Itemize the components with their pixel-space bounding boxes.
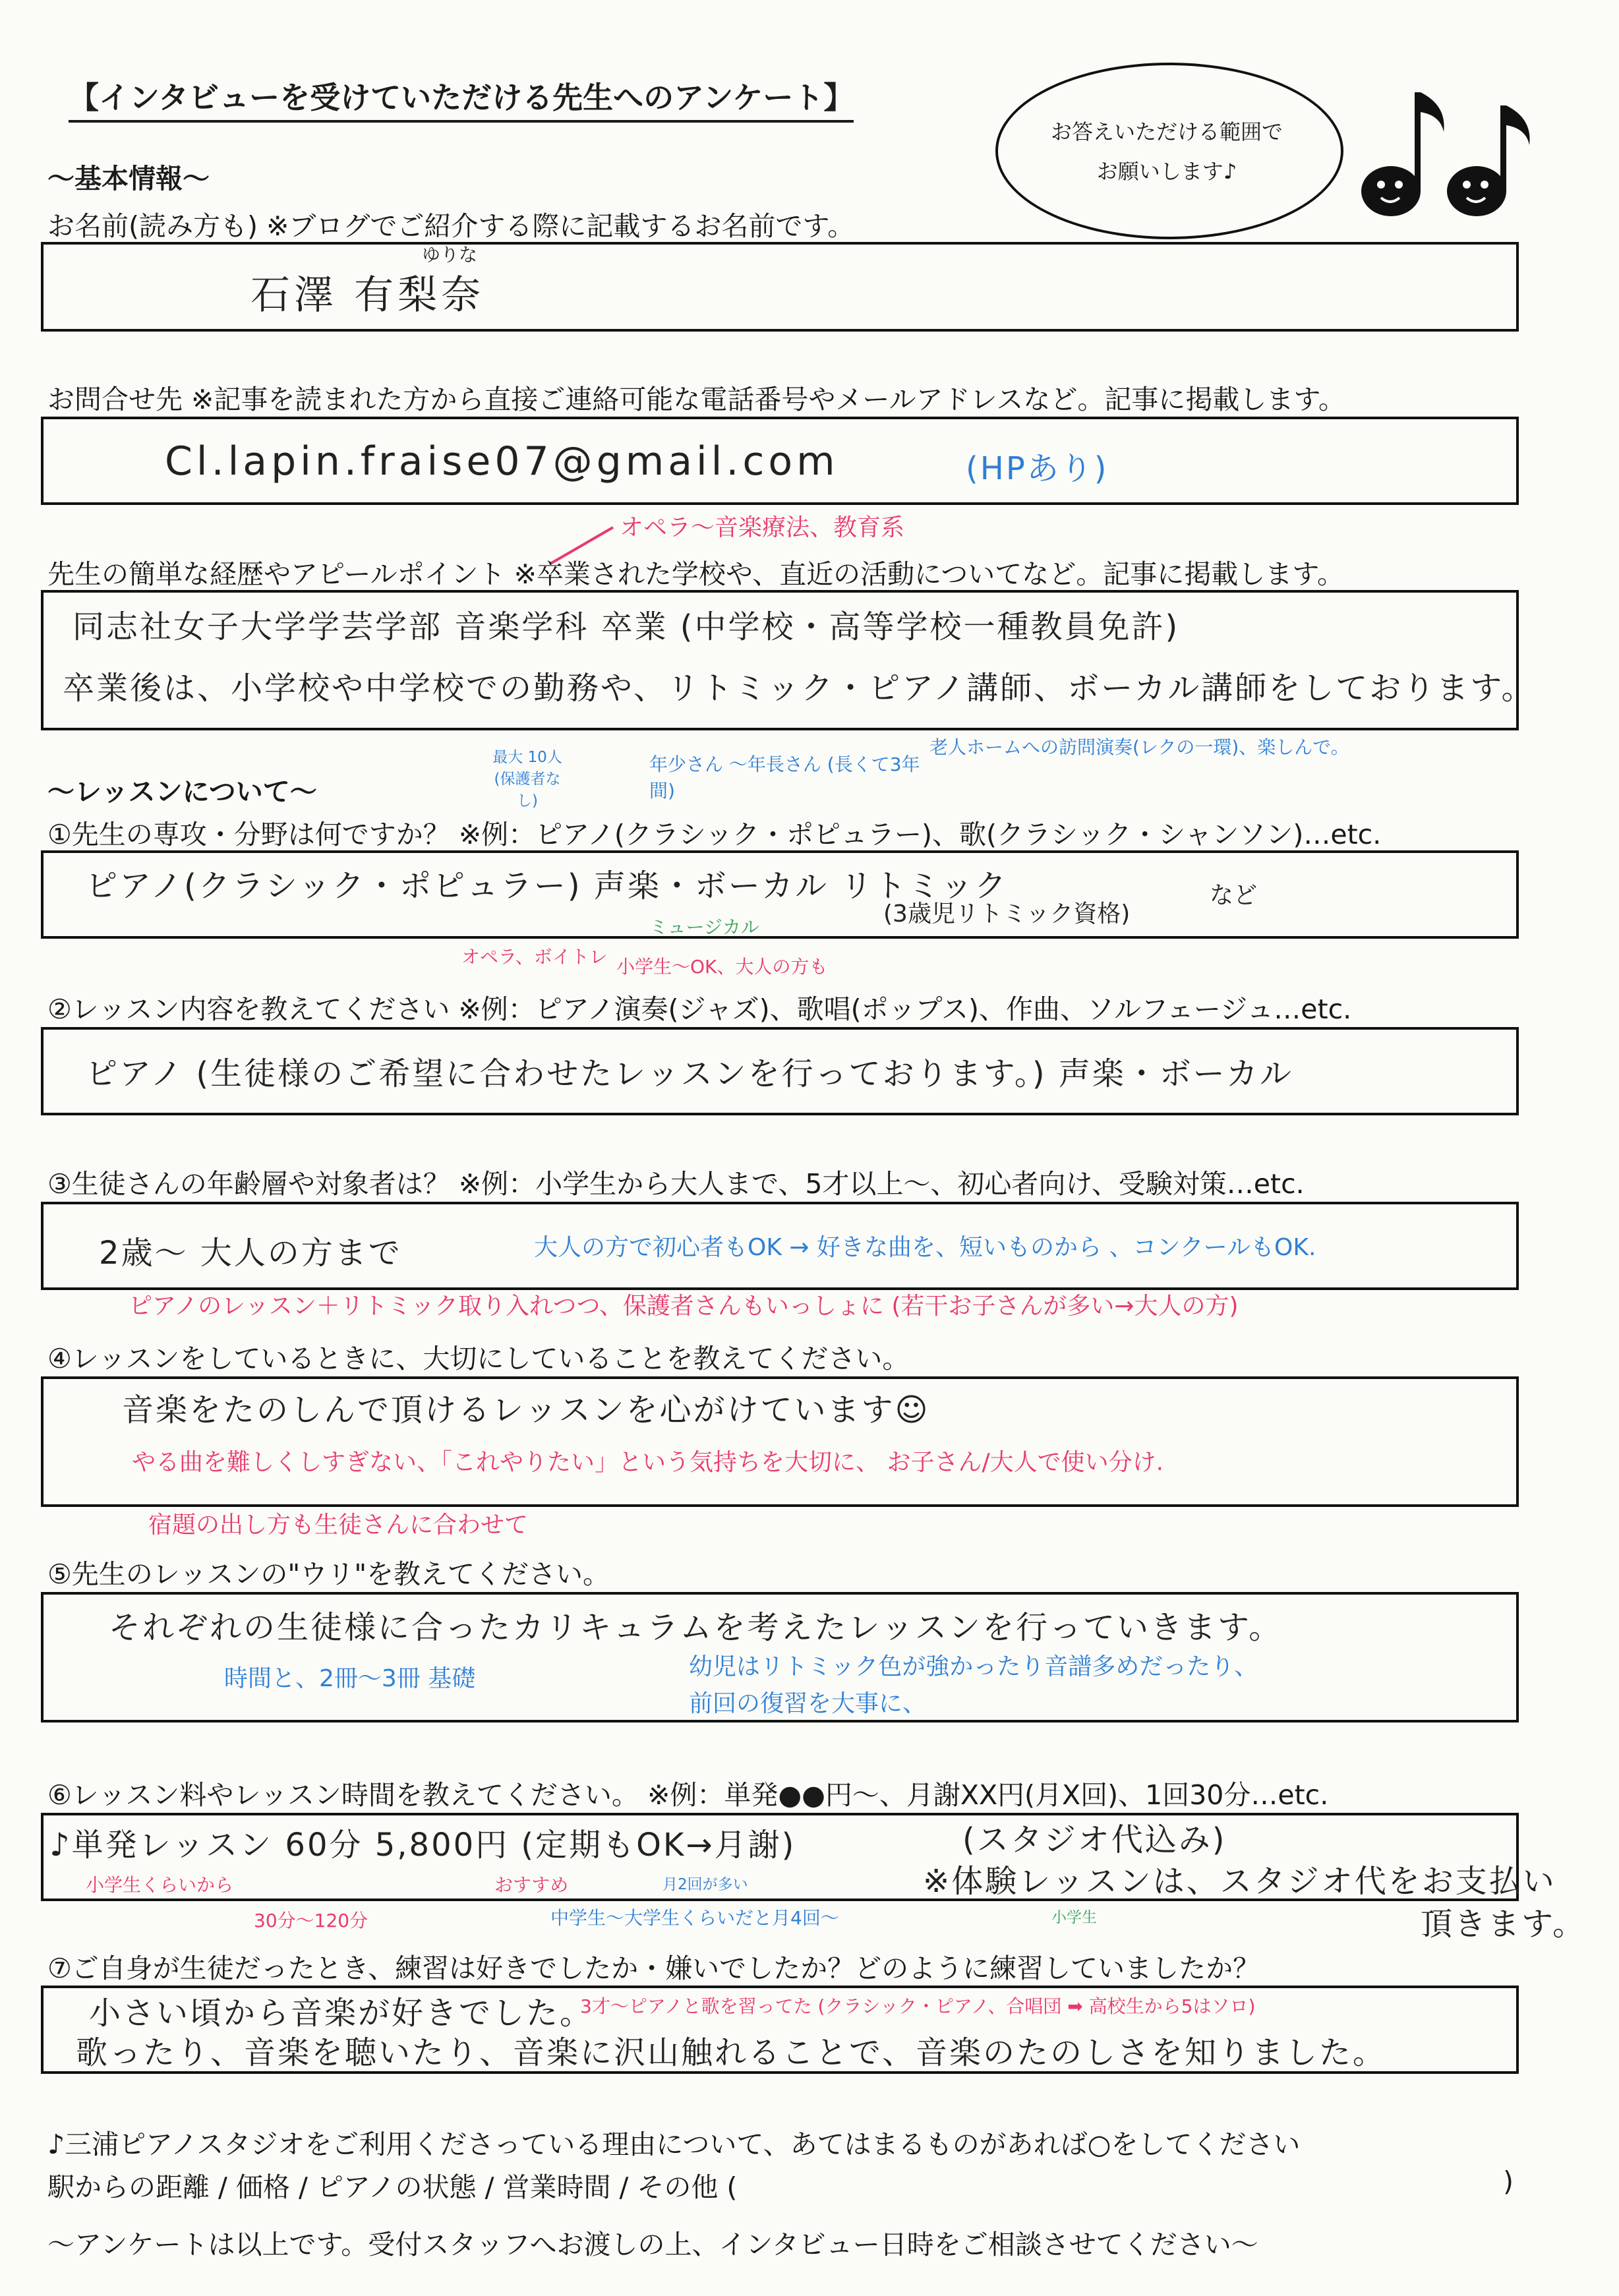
option-divider: / [485, 2171, 503, 2203]
option-price[interactable]: 価格 [235, 2171, 290, 2203]
name-label: お名前(読み方も) ※ブログでご紹介する際に記載するお名前です。 [47, 210, 855, 242]
q6-label: ⑥レッスン料やレッスン時間を教えてください。 ※例：単発●●円～、月謝XX円(月X回)、1回30分…etc. [47, 1779, 1329, 1811]
career-line-1: 同志社女子大学学芸学部 音楽学科 卒業 (中学校・高等学校一種教員免許) [73, 608, 1180, 645]
a1-main: ピアノ(クラシック・ポピュラー) 声楽・ボーカル リトミック [86, 868, 1009, 904]
a6-green: 小学生 [1051, 1909, 1097, 1926]
closing-text: ～アンケートは以上です。受付スタッフへお渡しの上、インタビュー日時をご相談させてください～ [47, 2229, 1258, 2260]
reason-options [47, 2165, 737, 2204]
musical-notes-icon [1345, 79, 1543, 231]
q1-label: ①先生の専攻・分野は何ですか？ ※例：ピアノ(クラシック・ポピュラー)、歌(クラシック・シャンソン)…etc. [47, 819, 1382, 850]
career-sub-1: 最大 10人 (保護者なし) [492, 749, 562, 809]
reason-label: ♪三浦ピアノスタジオをご利用くださっている理由について、あてはまるものがあれば○をしてください [47, 2129, 1301, 2160]
contact-label: お問合せ先 ※記事を読まれた方から直接ご連絡可能な電話番号やメールアドレスなど。記事に掲載します。 [47, 384, 1346, 415]
contact-value: Cl.lapin.fraise07@gmail.com [165, 438, 839, 485]
a3-main: 2歳～ 大人の方まで [99, 1235, 402, 1272]
q4-label: ④レッスンをしているときに、大切にしていることを教えてください。 [47, 1343, 910, 1374]
a5-blue-2: 幼児はリトミック色が強かったり音譜多めだったり、 [689, 1653, 1258, 1680]
option-other-close: ) [1503, 2165, 1514, 2197]
career-label: 先生の簡単な経歴やアピールポイント ※卒業された学校や、直近の活動についてなど。記事に掲載します。 [47, 558, 1345, 590]
name-value: 石澤 有梨奈 [250, 272, 485, 318]
bubble-line-1: お答えいただける範囲で [1050, 119, 1283, 144]
a6-line-3: 頂きます。 [1421, 1906, 1587, 1943]
option-distance[interactable]: 駅からの距離 [47, 2171, 210, 2203]
career-note: オペラ～音楽療法、教育系 [620, 514, 905, 541]
a6-studio: (スタジオ代込み) [962, 1821, 1227, 1858]
career-sub-2: 年少さん ～年長さん (長くて3年間) [649, 753, 920, 802]
option-divider: / [298, 2171, 316, 2203]
section-basic: ～基本情報～ [47, 163, 210, 194]
a3-pink: ピアノのレッスン＋リトミック取り入れつつ、保護者さんもいっしょに (若干お子さんが多い→大人の方) [129, 1293, 1239, 1320]
q2-label: ②レッスン内容を教えてください ※例：ピアノ演奏(ジャズ)、歌唱(ポップス)、作曲、ソルフェージュ…etc. [47, 993, 1352, 1025]
option-divider: / [218, 2171, 236, 2203]
a5-blue-1: 時間と、2冊～3冊 基礎 [224, 1665, 476, 1692]
option-hours[interactable]: 営業時間 [502, 2171, 611, 2203]
a6-pink-1: 小学生くらいから [86, 1874, 234, 1896]
option-other[interactable]: その他 ( [637, 2171, 738, 2203]
career-line-2: 卒業後は、小学校や中学校での勤務や、リトミック・ピアノ講師、ボーカル講師をしております。 [63, 670, 1535, 707]
a6-pink-2: 30分～120分 [254, 1910, 368, 1931]
a6-line-1: ♪単発レッスン 60分 5,800円 (定期もOK→月謝) [49, 1827, 796, 1864]
a1-etc: など [1210, 882, 1258, 909]
a6-blue-1: 月2回が多い [662, 1876, 748, 1893]
q7-label: ⑦ご自身が生徒だったとき、練習は好きでしたか・嫌いでしたか？どのように練習していましたか？ [47, 1953, 1260, 1984]
a7-line-1: 小さい頃から音楽が好きでした。 [89, 1995, 594, 2032]
a4-pink: やる曲を難しくしすぎない、「これやりたい」という気持ちを大切に、 お子さん/大人で使い分け. [132, 1449, 1164, 1476]
a2-text: ピアノ (生徒様のご希望に合わせたレッスンを行っております。) 声楽・ボーカル [86, 1055, 1293, 1092]
a6-line-2: ※体験レッスンは、スタジオ代をお支払い [923, 1863, 1556, 1900]
a7-pink: 3才～ピアノと歌を習ってた (クラシック・ピアノ、合唱団 ➡ 高校生から5はソロ) [580, 1995, 1256, 2017]
a1-sub: (3歳児リトミック資格) [883, 900, 1131, 927]
option-divider: / [619, 2171, 637, 2203]
a4-main: 音楽をたのしんで頂けるレッスンを心がけています☺ [122, 1392, 930, 1428]
career-sub-3: 老人ホームへの訪問演奏(レクの一環)、楽しんで。 [929, 736, 1349, 758]
a5-main: それぞれの生徒様に合ったカリキュラムを考えたレッスンを行っていきます。 [109, 1609, 1283, 1646]
contact-note: (HPあり) [966, 450, 1109, 487]
a1-note-opera: オペラ、ボイトレ [461, 946, 608, 968]
a7-line-2: 歌ったり、音楽を聴いたり、音楽に沢山触れることで、音楽のたのしさを知りました。 [76, 2034, 1387, 2071]
a1-note-age: 小学生～OK、大人の方も [616, 956, 828, 978]
a6-blue-2: 中学生～大学生くらいだと月4回～ [550, 1907, 839, 1929]
a5-blue-3: 前回の復習を大事に、 [689, 1690, 927, 1717]
section-lesson: ～レッスンについて～ [47, 776, 317, 808]
a6-pink-3: おすすめ [494, 1874, 569, 1896]
a4-pink-2: 宿題の出し方も生徒さんに合わせて [148, 1512, 529, 1539]
q3-label: ③生徒さんの年齢層や対象者は？ ※例：小学生から大人まで、5才以上～、初心者向け、受験対策…etc. [47, 1168, 1305, 1200]
q5-label: ⑤先生のレッスンの"ウリ"を教えてください。 [47, 1558, 610, 1590]
a1-note-musical: ミュージカル [649, 916, 759, 938]
option-piano-condition[interactable]: ピアノの状態 [316, 2171, 477, 2203]
bubble-line-2: お願いします♪ [1096, 159, 1237, 184]
note-bubble [995, 63, 1343, 239]
survey-title: 【インタビューを受けていただける先生へのアンケート】 [69, 74, 854, 123]
name-ruby: ゆりな [422, 244, 478, 266]
a3-blue: 大人の方で初心者もOK → 好きな曲を、短いものから 、コンクールもOK. [534, 1234, 1316, 1261]
